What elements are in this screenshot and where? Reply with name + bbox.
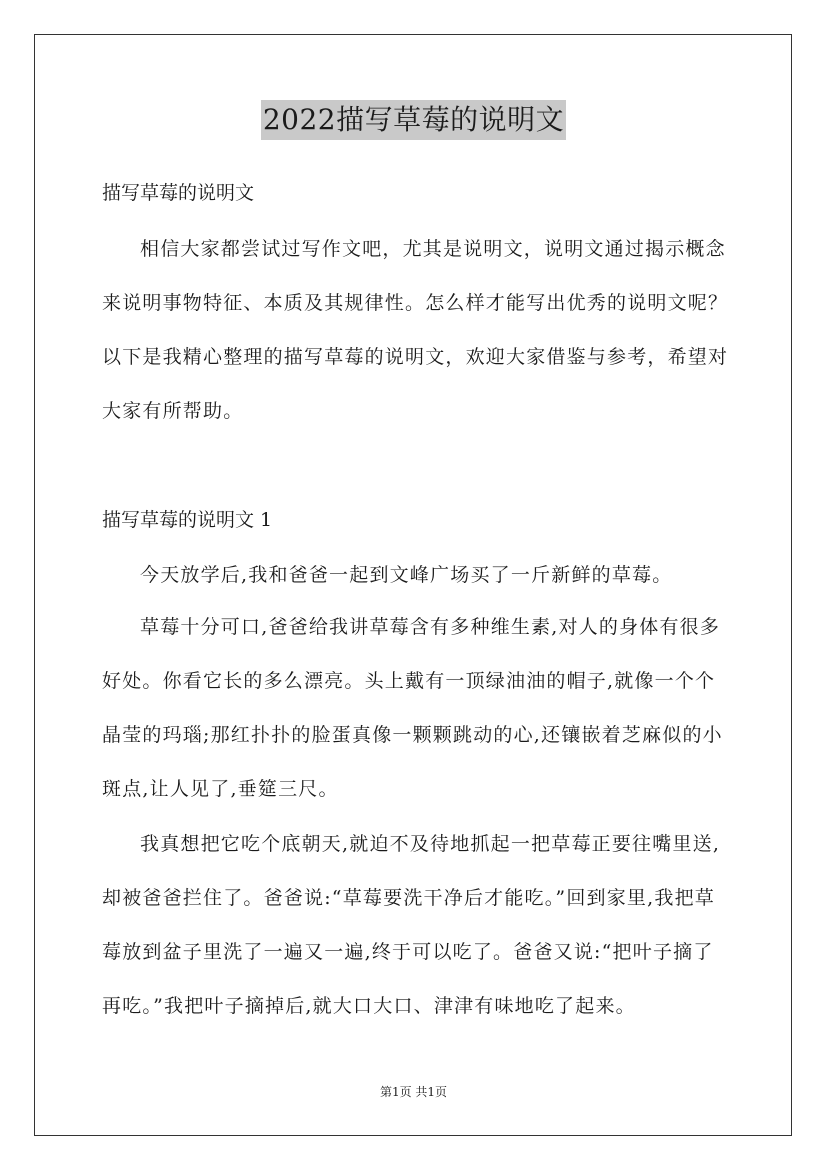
paragraph-2: 草莓十分可口,爸爸给我讲草莓含有多种维生素,对人的身体有很多好处。你看它长的多么漂亮。头上戴有一顶绿油油的帽子,就像一个个晶莹的玛瑙;那红扑扑的脸蛋真像一颗颗跳动的心,还镶嵌着芝麻似的小斑点,让人见了,垂筵三尺。 [102, 616, 723, 800]
page-number-footer: 第1页 共1页 [379, 1085, 448, 1099]
section-heading: 描写草莓的说明文 [102, 182, 255, 204]
document-title: 2022描写草莓的说明文 [261, 100, 566, 140]
intro-paragraph: 相信大家都尝试过写作文吧，尤其是说明文，说明文通过揭示概念来说明事物特征、本质及其规律性。怎么样才能写出优秀的说明文呢？以下是我精心整理的描写草莓的说明文，欢迎大家借鉴与参考，希望对大家有所帮助。 [102, 238, 729, 422]
paragraph-1: 今天放学后,我和爸爸一起到文峰广场买了一斤新鲜的草莓。 [140, 564, 673, 586]
paragraph-3: 我真想把它吃个底朝天,就迫不及待地抓起一把草莓正要往嘴里送,却被爸爸拦住了。爸爸说:“草莓要洗干净后才能吃。”回到家里,我把草莓放到盆子里洗了一遍又一遍,终于可以吃了。爸爸又说:“把叶子摘了再吃。”我把叶子摘掉后,就大口大口、津津有味地吃了起来。 [102, 833, 721, 1017]
title-wrapper [0, 100, 827, 140]
section-heading-1: 描写草莓的说明文 1 [102, 509, 273, 531]
